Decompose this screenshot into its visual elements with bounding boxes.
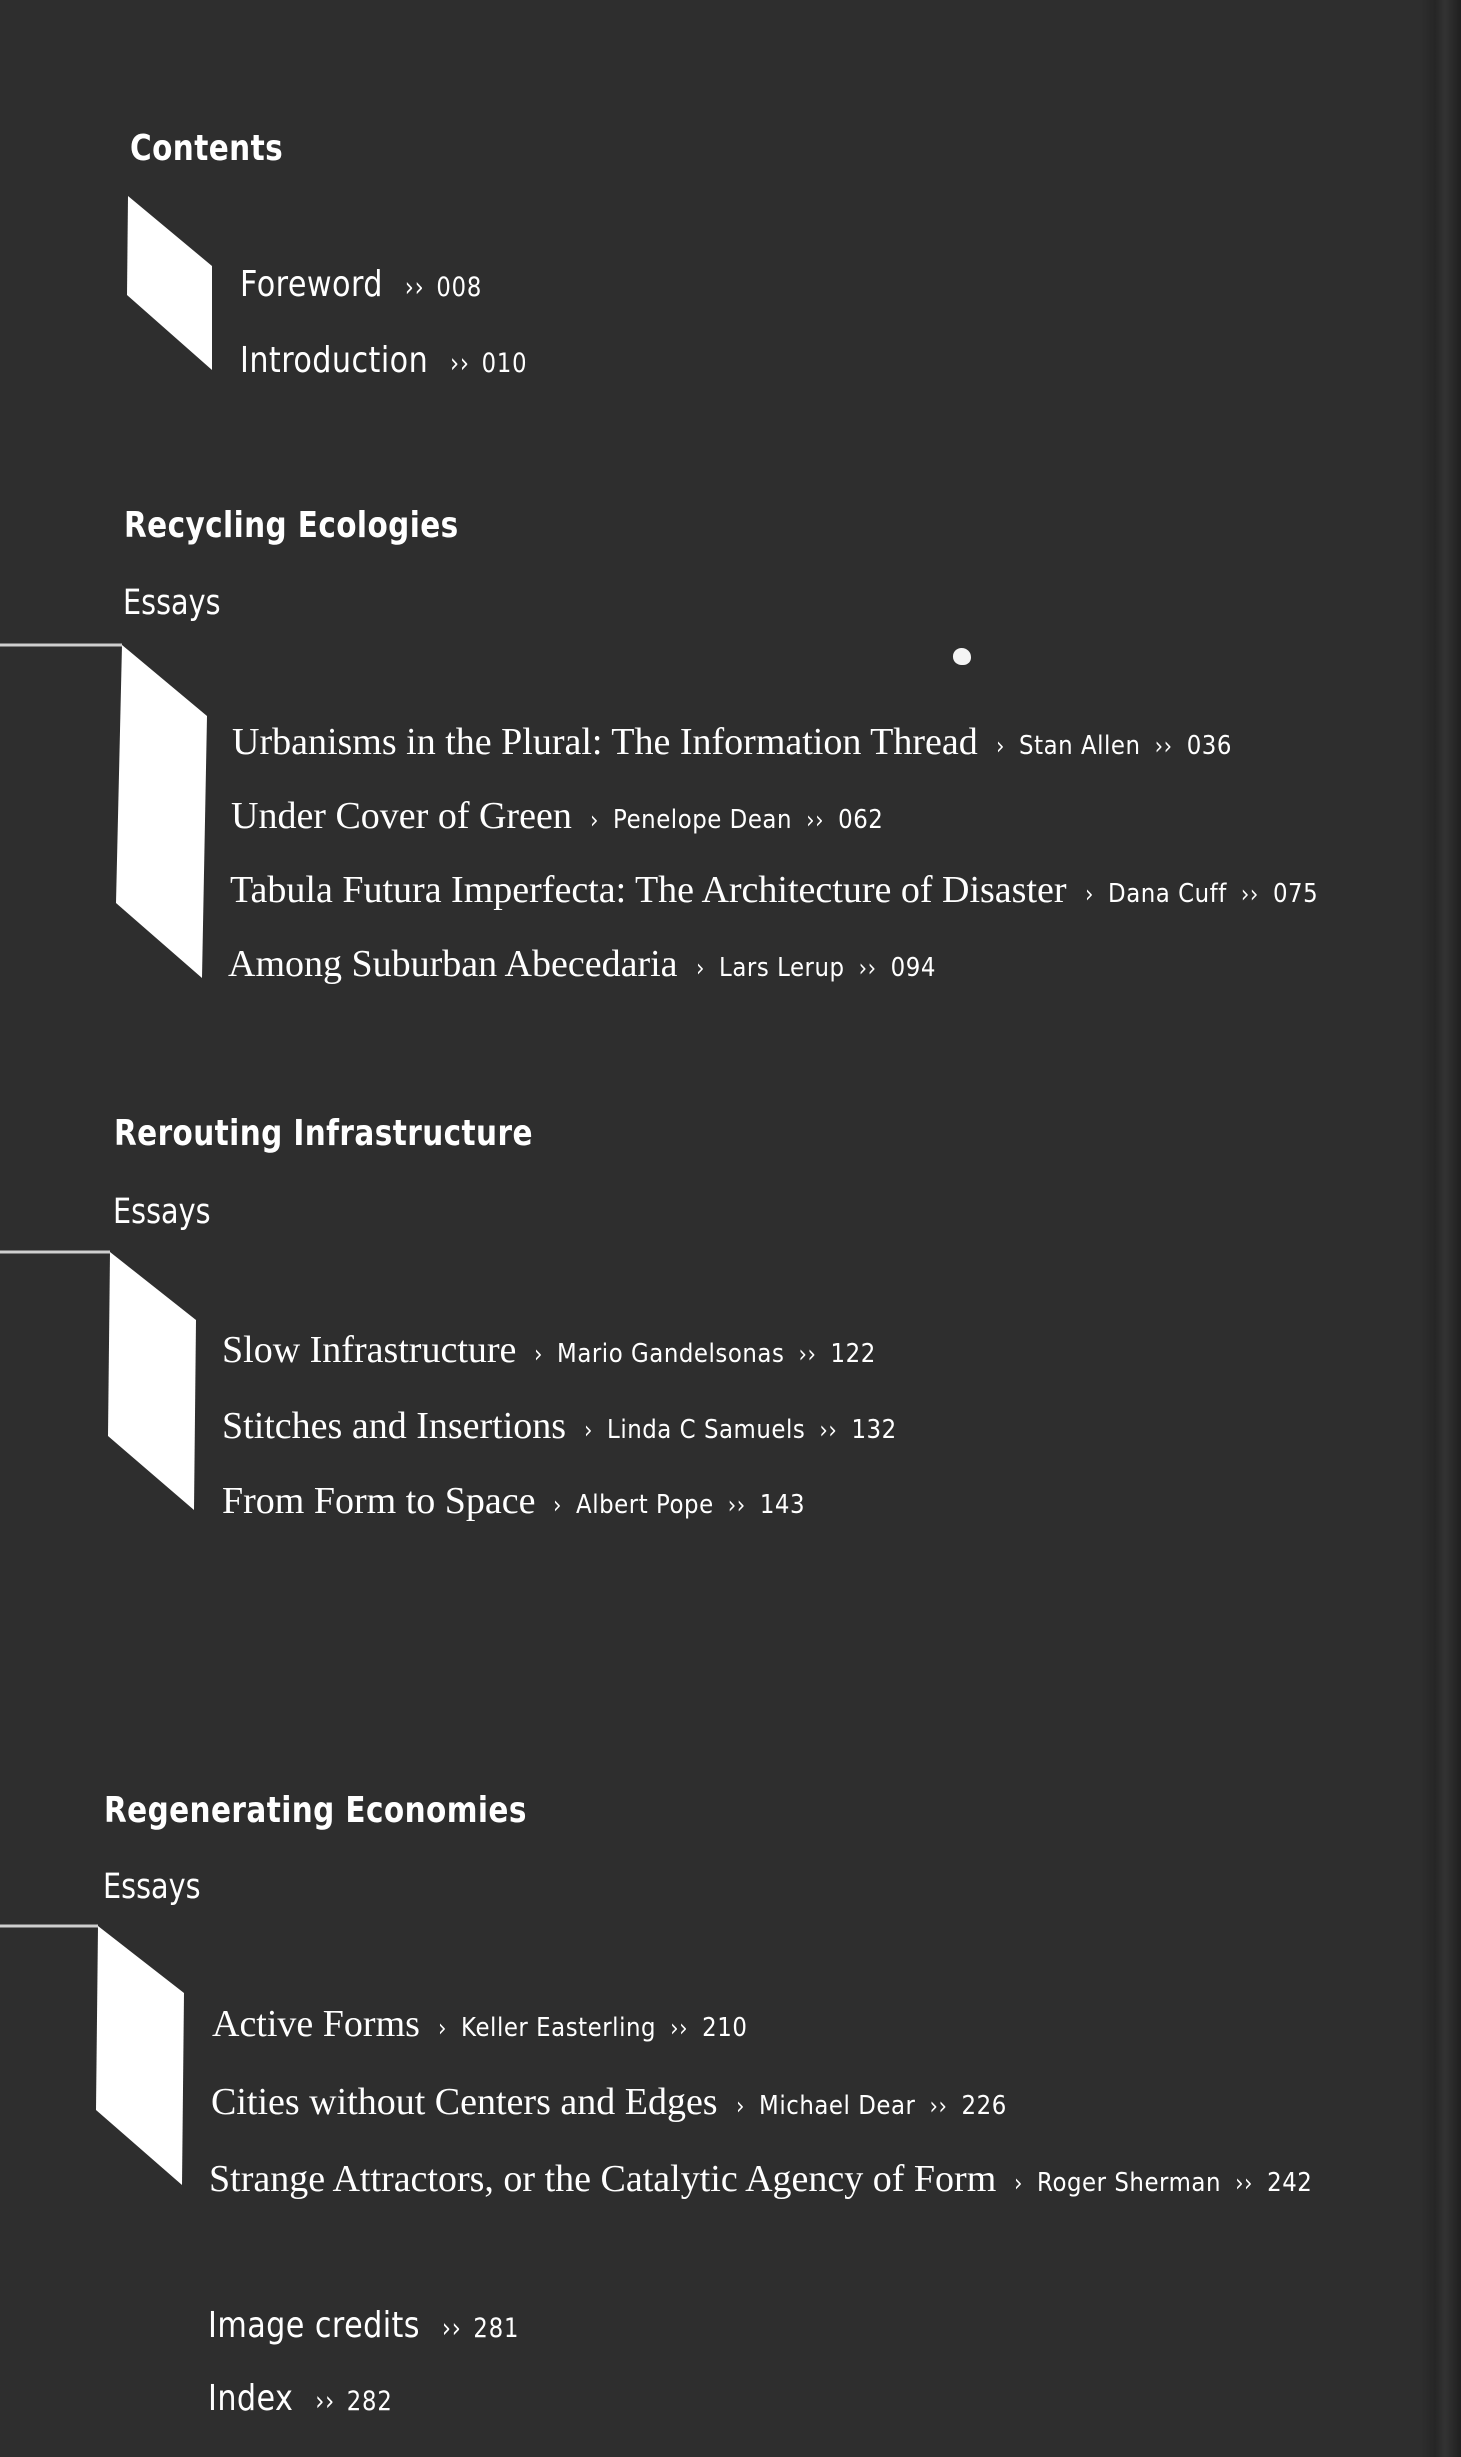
- page-separator: ››: [1154, 732, 1173, 760]
- page-separator: ››: [929, 2092, 948, 2120]
- essay-author: Lars Lerup: [718, 953, 845, 983]
- section-1-parallelogram-icon: [116, 645, 207, 978]
- section-3-parallelogram-icon: [96, 1926, 184, 2185]
- essay-author: Penelope Dean: [612, 805, 792, 835]
- toc-entry-essay[interactable]: [230, 868, 1350, 912]
- toc-entry-essay[interactable]: [209, 2157, 1353, 2201]
- toc-entry-essay[interactable]: [211, 2080, 1043, 2124]
- page-number: 210: [702, 2013, 748, 2043]
- page-separator: ››: [315, 2386, 336, 2417]
- toc-entry-foreword[interactable]: [240, 264, 482, 305]
- toc-entry-essay[interactable]: [231, 794, 923, 838]
- essay-title: Strange Attractors, or the Catalytic Agency of Form: [209, 2158, 997, 2200]
- essay-author: Keller Easterling: [460, 2013, 656, 2043]
- essay-author: Dana Cuff: [1107, 879, 1227, 909]
- toc-entry-index[interactable]: [208, 2378, 393, 2419]
- essay-title: Tabula Futura Imperfecta: The Architecture of Disaster: [230, 869, 1067, 911]
- toc-entry-essay[interactable]: [212, 2002, 790, 2046]
- essay-author: Mario Gandelsonas: [557, 1339, 785, 1369]
- essay-author: Roger Sherman: [1037, 2168, 1222, 2198]
- page-number: 010: [481, 348, 528, 379]
- author-separator: ›: [735, 2092, 745, 2120]
- toc-entry-introduction[interactable]: [240, 340, 527, 381]
- essay-title: Among Suburban Abecedaria: [228, 943, 678, 985]
- contents-title: Contents: [130, 128, 284, 169]
- page-number: 062: [837, 805, 884, 835]
- page-number: 036: [1186, 731, 1232, 761]
- author-separator: ›: [584, 1416, 594, 1444]
- author-separator: ›: [1014, 2169, 1024, 2197]
- contents-parallelogram-icon: [127, 196, 212, 370]
- page-number: 281: [473, 2313, 520, 2344]
- toc-entry-label: Introduction: [240, 340, 429, 381]
- essay-title: Slow Infrastructure: [222, 1329, 517, 1371]
- page-separator: ››: [1235, 2169, 1254, 2197]
- page-number: 226: [961, 2091, 1007, 2121]
- essay-author: Linda C Samuels: [607, 1415, 806, 1445]
- page-number: 132: [851, 1415, 897, 1445]
- page-separator: ››: [670, 2014, 689, 2042]
- essay-title: Under Cover of Green: [231, 795, 572, 837]
- page-number: 122: [830, 1339, 877, 1369]
- author-separator: ›: [553, 1491, 563, 1519]
- toc-entry-image-credits[interactable]: [208, 2305, 519, 2346]
- toc-entry-label: Foreword: [240, 264, 383, 305]
- essay-title: Stitches and Insertions: [222, 1405, 567, 1447]
- section-title-regenerating-economies: Regenerating Economies: [104, 1790, 527, 1831]
- page-separator: ››: [1240, 880, 1259, 908]
- author-separator: ›: [995, 732, 1005, 760]
- toc-entry-essay[interactable]: [222, 1328, 923, 1372]
- page-separator: ››: [728, 1491, 747, 1519]
- page-number: 094: [890, 953, 936, 983]
- author-separator: ›: [1084, 880, 1094, 908]
- essay-title: Active Forms: [212, 2003, 420, 2045]
- author-separator: ›: [437, 2014, 447, 2042]
- page-number: 282: [346, 2386, 393, 2417]
- toc-entry-essay[interactable]: [228, 942, 968, 986]
- essay-title: Cities without Centers and Edges: [211, 2081, 718, 2123]
- author-separator: ›: [589, 806, 599, 834]
- page-separator: ››: [441, 2313, 462, 2344]
- section-title-recycling-ecologies: Recycling Ecologies: [124, 505, 459, 546]
- toc-entry-essay[interactable]: [232, 720, 1264, 764]
- toc-entry-label: Image credits: [208, 2305, 420, 2346]
- essay-title: Urbanisms in the Plural: The Information Thread: [232, 721, 978, 763]
- author-separator: ›: [534, 1340, 544, 1368]
- essay-author: Stan Allen: [1018, 731, 1141, 761]
- page-separator: ››: [805, 806, 824, 834]
- page-separator: ››: [858, 954, 877, 982]
- section-title-rerouting-infrastructure: Rerouting Infrastructure: [114, 1113, 533, 1154]
- page-separator: ››: [819, 1416, 838, 1444]
- page-number: 008: [436, 272, 483, 303]
- page-number: 143: [760, 1490, 806, 1520]
- page-separator: ››: [404, 272, 425, 303]
- section-subtitle: Essays: [103, 1867, 201, 1907]
- section-2-parallelogram-icon: [108, 1252, 196, 1510]
- essay-title: From Form to Space: [222, 1480, 536, 1522]
- essay-author: Michael Dear: [758, 2091, 916, 2121]
- section-subtitle: Essays: [123, 583, 221, 623]
- author-separator: ›: [695, 954, 705, 982]
- page-number: 075: [1272, 879, 1318, 909]
- page-separator: ››: [798, 1340, 817, 1368]
- toc-entry-essay[interactable]: [222, 1479, 840, 1523]
- toc-entry-essay[interactable]: [222, 1404, 939, 1448]
- page-separator: ››: [450, 348, 470, 379]
- essay-author: Albert Pope: [576, 1490, 715, 1520]
- toc-entry-label: Index: [208, 2378, 294, 2419]
- section-subtitle: Essays: [113, 1192, 211, 1232]
- page-number: 242: [1267, 2168, 1313, 2198]
